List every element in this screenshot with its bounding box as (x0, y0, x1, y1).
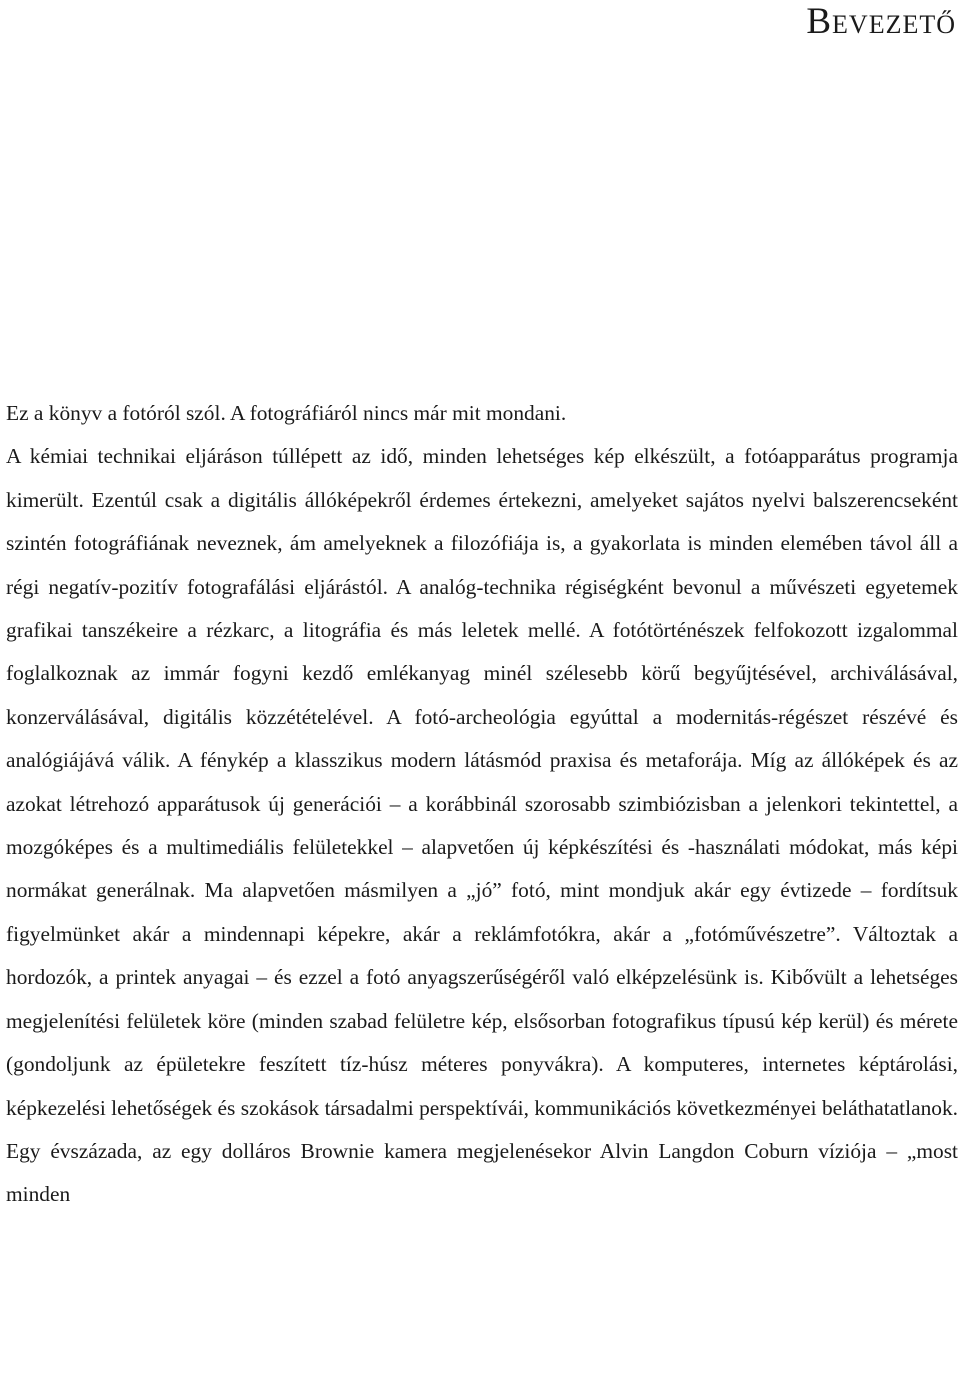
body-text (6, 392, 958, 1217)
paragraph-opening: Ez a könyv a fotóról szól. A fotográfiáról nincs már mit mondani. (6, 401, 567, 425)
chapter-title: Bevezető (806, 1, 956, 42)
paragraph-main: A kémiai technikai eljáráson túllépett az idő, minden lehetséges kép elkészült, a fotóapparátus programja kimerült. Ezentúl csak a digitális állóképekről érdemes értekezni, amelyeket sajátos nyelvi balszerencseként szintén fotográfiának neveznek, ám amelyeknek a filozófiája is, a gyakorlata is minden elemében távol áll a régi negatív-pozitív fotografálási eljárástól. A analóg-technika régiségként bevonul a művészeti egyetemek grafikai tanszékeire a rézkarc, a litográfia és más leletek mellé. A fotótörténészek felfokozott izgalommal foglalkoznak az immár fogyni kezdő emlékanyag minél szélesebb körű begyűjtésével, archiválásával, konzerválásával, digitális közzétételével. A fotó-archeológia egyúttal a modernitás-régészet részévé és analógiájává válik. A fénykép a klasszikus modern látásmód praxisa és metaforája. Míg az állóképek és az azokat létrehozó apparátusok új generációi – a korábbinál szorosabb szimbiózisban a jelenkori tekintettel, a mozgóképes és a multimediális felületekkel – alapvetően új képkészítési és -használati módokat, más képi normákat generálnak. Ma alapvetően másmilyen a „jó” fotó, mint mondjuk akár egy évtizede – fordítsuk figyelmünket akár a mindennapi képekre, akár a reklámfotókra, akár a „fotóművészetre”. Változtak a hordozók, a printek anyagai – és ezzel a fotó anyagszerűségéről való elképzelésünk is. Kibővült a lehetséges megjelenítési felületek köre (minden szabad felületre kép, elsősorban fotografikus típusú kép kerül) és mérete (gondoljunk az épületekre feszített tíz-húsz méteres ponyvákra). A komputeres, internetes képtárolási, képkezelési lehetőségek és szokások társadalmi perspektívái, kommunikációs következményei beláthatatlanok. Egy évszázada, az egy dolláros Brownie kamera megjelenésekor Alvin Langdon Coburn víziója – „most minden (6, 444, 958, 1207)
